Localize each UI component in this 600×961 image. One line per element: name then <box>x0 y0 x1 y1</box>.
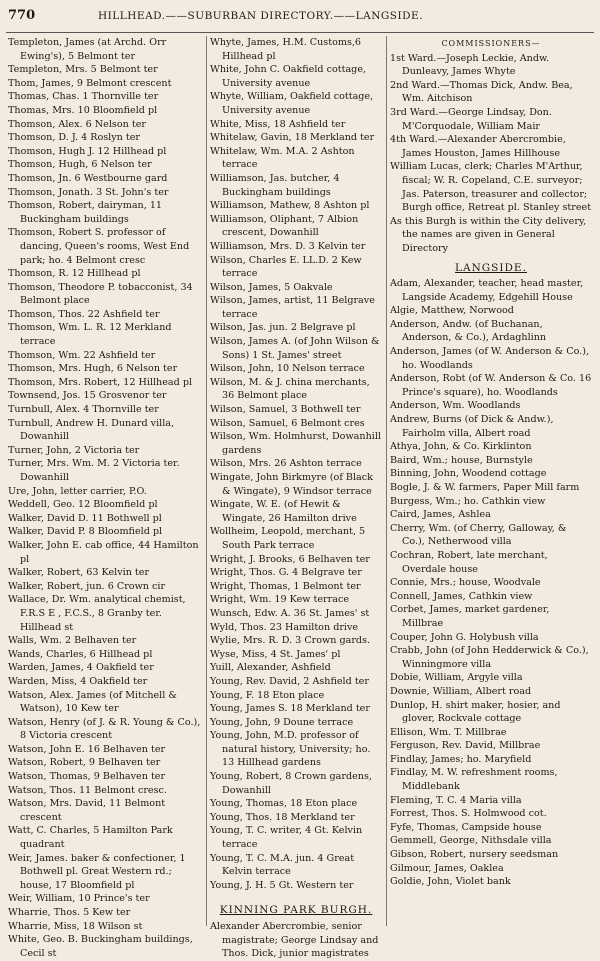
directory-entry: Watson, Thomas, 9 Belhaven ter <box>8 771 166 783</box>
directory-entry: Wilson, M. & J. china merchants, 36 Belmont place <box>210 376 370 402</box>
directory-entry: Crabb, John (of John Hedderwick & Co.), Winningmore villa <box>390 645 589 670</box>
directory-entry: White, Miss, 18 Ashfield ter <box>210 118 346 130</box>
directory-entry: Wilson, Samuel, 6 Belmont cres <box>210 417 365 429</box>
directory-entry: Wright, J. Brooks, 6 Belhaven ter <box>210 553 370 565</box>
commissioners-entry: 4th Ward.—Alexander Abercrombie, James Houston, James Hillhouse <box>390 134 566 159</box>
directory-entry: Watson, Henry (of J. & R. Young & Co.), 8 Victoria crescent <box>8 716 201 742</box>
directory-entry: Watson, Thos. 11 Belmont cresc. <box>8 784 167 796</box>
directory-entry: Walls, Wm. 2 Belhaven ter <box>8 635 137 647</box>
section-title-kinning-park: KINNING PARK BURGH. <box>219 904 373 917</box>
directory-entry: Couper, John G. Holybush villa <box>390 631 539 643</box>
kinning-park-magistrates: Alexander Abercrombie, senior magistrate; George Lindsay and Thos. Dick, junior magistrates <box>210 921 379 960</box>
directory-entry: Thom, James, 9 Belmont crescent <box>8 77 172 89</box>
directory-entry: Wright, Thos. G. 4 Belgrave ter <box>210 567 362 579</box>
directory-entry: Bogle, J. & W. farmers, Paper Mill farm <box>390 482 580 493</box>
directory-entry: Walker, David D. 11 Bothwell pl <box>8 512 162 524</box>
directory-entry: Gemmell, George, Nithsdale villa <box>390 835 552 847</box>
directory-entry: Wilson, Samuel, 3 Bothwell ter <box>210 404 361 416</box>
directory-entry: Wilson, James A. (of John Wilson & Sons) 1 St. James' street <box>210 336 380 361</box>
directory-entry: Wingate, W. E. (of Hewit & Wingate, 26 Hamilton drive <box>210 499 357 524</box>
directory-entry: Watson, Alex. James (of Mitchell & Watson), 10 Kew ter <box>8 689 177 715</box>
directory-entry: Algie, Matthew, Norwood <box>390 305 514 317</box>
directory-entry: Warden, Miss, 4 Oakfield ter <box>8 675 148 687</box>
directory-entry: Fyfe, Thomas, Campside house <box>390 821 542 833</box>
directory-entry: Connie, Mrs.; house, Woodvale <box>390 577 541 589</box>
directory-entry: Thomson, D. J. 4 Roslyn ter <box>8 132 140 144</box>
directory-entry: Walker, Robert, 63 Kelvin ter <box>8 567 150 579</box>
column-divider <box>386 36 387 926</box>
commissioners-entry: 3rd Ward.—George Lindsay, Don. M'Corquodale, William Mair <box>390 106 552 132</box>
directory-entry: Whyte, James, H.M. Customs,6 Hillhead pl <box>210 37 362 62</box>
directory-entry: Young, Thomas, 18 Eton place <box>210 798 358 810</box>
directory-entry: Binning, John, Woodend cottage <box>390 468 547 480</box>
column-3 <box>390 36 592 926</box>
directory-entry: Athya, John, & Co. Kirklinton <box>390 441 532 453</box>
directory-entry: Thomson, Wm. L. R. 12 Merkland terrace <box>8 322 172 348</box>
directory-entry: Cochran, Robert, late merchant, Overdale house <box>390 549 548 575</box>
directory-entry: Wilson, James, artist, 11 Belgrave terrace <box>210 295 375 320</box>
commissioners-entry: 1st Ward.—Joseph Leckie, Andw. Dunleavy, James Whyte <box>390 52 550 78</box>
directory-entry: Thomas, Mrs. 10 Bloomfield pl <box>8 104 158 116</box>
directory-entry: Watson, Mrs. David, 11 Belmont crescent <box>8 798 166 823</box>
directory-entry: Anderson, Andw. (of Buchanan, Anderson, & Co.), Ardaghlinn <box>390 318 547 344</box>
directory-entry: Wyse, Miss, 4 St. James' pl <box>210 648 341 660</box>
directory-entry: Gibson, Robert, nursery seedsman <box>390 849 559 861</box>
commissioners-entry: 2nd Ward.—Thomas Dick, Andw. Bea, Wm. Aitchison <box>390 79 573 105</box>
directory-entry: Whitelaw, Wm. M.A. 2 Ashton terrace <box>210 145 355 171</box>
directory-entry: Thomson, Theodore P. tobacconist, 34 Belmont place <box>8 281 193 307</box>
directory-entry: Wunsch, Edw. A. 36 St. James' st <box>210 607 370 619</box>
directory-entry: Wharrie, Thos. 5 Kew ter <box>8 907 131 918</box>
directory-entry: Wands, Charles, 6 Hillhead pl <box>8 648 153 660</box>
directory-entry: Young, T. C. M.A. jun. 4 Great Kelvin terrace <box>210 852 355 878</box>
directory-entry: Dunlop, H. shirt maker, hosier, and glover, Rockvale cottage <box>390 699 561 725</box>
directory-entry: Young, John, M.D. professor of natural history, University; ho. 13 Hillhead gardens <box>210 730 371 769</box>
directory-entry: Thomas, Chas. 1 Thornville ter <box>8 91 159 103</box>
directory-entry: Wilson, Jas. jun. 2 Belgrave pl <box>210 322 356 334</box>
directory-entry: Thomson, Jn. 6 Westbourne gard <box>8 172 168 184</box>
directory-entry: Anderson, Robt (of W. Anderson & Co. 16 Prince's square), ho. Woodlands <box>390 373 592 398</box>
directory-entry: Wharrie, Miss, 18 Wilson st <box>8 920 143 932</box>
directory-entry: Wilson, James, 5 Oakvale <box>210 281 333 293</box>
directory-entry: Ure, John, letter carrier, P.O. <box>8 485 147 497</box>
directory-entry: Anderson, Wm. Woodlands <box>390 400 521 412</box>
commissioners-entry: William Lucas, clerk; Charles M'Arthur, fiscal; W. R. Copeland, C.E. surveyor; Jas. Paterson, treasurer and collector; Burgh office, Retreat pl. Stanley street <box>390 161 592 214</box>
directory-entry: Thomson, Hugh J. 12 Hillhead pl <box>8 145 167 157</box>
directory-entry: Young, J. H. 5 Gt. Western ter <box>210 879 354 891</box>
directory-entry: Whyte, William, Oakfield cottage, University avenue <box>210 91 374 116</box>
directory-entry: Wollheim, Leopold, merchant, 5 South Park terrace <box>210 526 366 551</box>
directory-entry: Wyld, Thos. 23 Hamilton drive <box>210 621 359 633</box>
directory-entry: Watson, Robert, 9 Belhaven ter <box>8 757 161 769</box>
directory-entry: Whitelaw, Gavin, 18 Merkland ter <box>210 132 375 144</box>
directory-entry: Yuill, Alexander, Ashfield <box>210 662 331 674</box>
directory-entry: Thomson, Wm. 22 Ashfield ter <box>8 349 156 361</box>
directory-entry: Wright, Wm. 19 Kew terrace <box>210 594 349 606</box>
directory-entry: Andrew, Burns (of Dick & Andw.), Fairholm villa, Albert road <box>390 414 554 439</box>
directory-entry: Templeton, Mrs. 5 Belmont ter <box>8 64 158 76</box>
column-divider <box>206 36 207 926</box>
running-title: HILLHEAD.——SUBURBAN DIRECTORY.——LANGSIDE. <box>98 10 424 22</box>
directory-entry: Thomson, Hugh, 6 Nelson ter <box>8 159 152 171</box>
directory-entry: Dobie, William, Argyle villa <box>390 672 523 684</box>
directory-entry: Williamson, Mathew, 8 Ashton pl <box>210 200 370 212</box>
directory-entry: Burgess, Wm.; ho. Cathkin view <box>390 495 546 507</box>
directory-entry: Anderson, James (of W. Anderson & Co.), ho. Woodlands <box>390 346 590 371</box>
directory-entry: Ellison, Wm. T. Millbrae <box>390 726 507 738</box>
directory-entry: Wallace, Dr. Wm. analytical chemist, F.R.S E , F.C.S., 8 Granby ter. Hillhead st <box>8 594 186 633</box>
directory-entry: Wilson, Wm. Holmhurst, Dowanhill gardens <box>210 431 381 456</box>
directory-entry: Thomson, Alex. 6 Nelson ter <box>8 118 146 130</box>
column-1 <box>8 36 204 959</box>
directory-entry: Young, Robert, 8 Crown gardens, Dowanhill <box>210 771 372 796</box>
directory-entry: Findlay, James; ho. Maryfield <box>390 753 532 765</box>
directory-entry: Turner, John, 2 Victoria ter <box>8 444 140 456</box>
directory-entry: Wilson, Charles E. LL.D. 2 Kew terrace <box>210 254 362 280</box>
directory-entry: Walker, David P. 8 Bloomfield pl <box>8 526 163 538</box>
directory-entry: Adam, Alexander, teacher, head master, Langside Academy, Edgehill House <box>390 278 584 303</box>
directory-entry: Fleming, T. C. 4 Maria villa <box>390 794 522 806</box>
directory-entry: Thomson, Thos. 22 Ashfield ter <box>8 308 160 320</box>
directory-entry: Weir, James. baker & confectioner, 1 Bothwell pl. Great Western rd.; house, 17 Bloomfield pl <box>8 852 186 891</box>
directory-entry: Wilson, Mrs. 26 Ashton terrace <box>210 458 362 470</box>
directory-entry: Walker, John E. cab office, 44 Hamilton pl <box>8 539 199 565</box>
directory-entry: Gilmour, James, Oaklea <box>390 862 504 874</box>
directory-entry: Weddell, Geo. 12 Bloomfield pl <box>8 499 158 511</box>
directory-entry: Weir, William, 10 Prince's ter <box>8 893 150 905</box>
directory-entry: Young, Thos. 18 Merkland ter <box>210 811 355 823</box>
directory-entry: Wingate, John Birkmyre (of Black & Wingate), 9 Windsor terrace <box>210 472 373 497</box>
directory-entry: Thomson, Robert, dairyman, 11 Buckingham buildings <box>8 200 163 225</box>
header-rule <box>6 32 594 33</box>
page-number: 770 <box>8 8 36 23</box>
directory-entry: Young, F. 18 Eton place <box>210 689 325 701</box>
page-header <box>6 8 592 30</box>
directory-entry: Forrest, Thos. S. Holmwood cot. <box>390 808 547 820</box>
directory-entry: Thomson, Mrs. Hugh, 6 Nelson ter <box>8 363 178 375</box>
commissioners-entry: As this Burgh is within the City delivery, the names are given in General Directory <box>390 215 587 254</box>
directory-entry: Turner, Mrs. Wm. M. 2 Victoria ter. Dowanhill <box>8 458 180 483</box>
directory-entry: Wylie, Mrs. R. D. 3 Crown gards. <box>210 635 371 647</box>
directory-entry: Wright, Thomas, 1 Belmont ter <box>210 580 361 592</box>
directory-entry: Connell, James, Cathkin view <box>390 590 533 602</box>
directory-entry: Watt, C. Charles, 5 Hamilton Park quadrant <box>8 825 173 851</box>
directory-entry: Young, James S. 18 Merkland ter <box>210 703 370 715</box>
directory-entry: Goldie, John, Violet bank <box>390 876 511 888</box>
directory-entry: White, John C. Oakfield cottage, University avenue <box>210 64 367 89</box>
directory-entry: Findlay, M. W. refreshment rooms, Middlebank <box>390 767 558 793</box>
directory-entry: Williamson, Oliphant, 7 Albion crescent, Dowanhill <box>210 213 359 239</box>
directory-entry: White, Geo. B. Buckingham buildings, Cecil st <box>8 934 193 959</box>
column-2 <box>210 36 382 960</box>
directory-entry: Downie, William, Albert road <box>390 685 532 697</box>
directory-entry: Ferguson, Rev. David, Millbrae <box>390 740 541 752</box>
directory-entry: Thomson, Mrs. Robert, 12 Hillhead pl <box>8 376 193 388</box>
directory-entry: Wilson, John, 10 Nelson terrace <box>210 363 365 375</box>
directory-entry: Walker, Robert, jun. 6 Crown cir <box>8 580 166 592</box>
directory-entry: Turnbull, Alex. 4 Thornville ter <box>8 404 159 416</box>
directory-entry: Thomson, R. 12 Hillhead pl <box>8 268 141 280</box>
directory-entry: Baird, Wm.; house, Burnstyle <box>390 454 533 466</box>
directory-entry: Cherry, Wm. (of Cherry, Galloway, & Co.), Netherwood villa <box>390 522 567 548</box>
directory-entry: Young, Rev. David, 2 Ashfield ter <box>210 675 369 687</box>
directory-entry: Young, John, 9 Doune terrace <box>210 716 354 728</box>
directory-entry: Thomson, Robert S. professor of dancing, Queen's rooms, West End park; ho. 4 Belmont cresc <box>8 227 190 266</box>
directory-entry: Townsend, Jos. 15 Grosvenor ter <box>8 390 167 402</box>
directory-entry: Corbet, James, market gardener, Millbrae <box>390 604 550 629</box>
directory-entry: Warden, James, 4 Oakfield ter <box>8 662 154 674</box>
section-title-langside: LANGSIDE. <box>455 261 527 274</box>
directory-entry: Templeton, James (at Archd. Orr Ewing's), 5 Belmont ter <box>8 37 167 62</box>
directory-entry: Watson, John E. 16 Belhaven ter <box>8 743 166 755</box>
directory-entry: Thomson, Jonath. 3 St. John's ter <box>8 186 169 198</box>
directory-entry: Williamson, Jas. butcher, 4 Buckingham buildings <box>210 172 340 198</box>
commissioners-heading: COMMISSIONERS— <box>441 39 541 48</box>
directory-entry: Williamson, Mrs. D. 3 Kelvin ter <box>210 240 366 252</box>
directory-entry: Young, T. C. writer, 4 Gt. Kelvin terrace <box>210 825 363 851</box>
directory-entry: Caird, James, Ashlea <box>390 509 491 521</box>
directory-entry: Turnbull, Andrew H. Dunard villa, Dowanhill <box>8 417 175 443</box>
